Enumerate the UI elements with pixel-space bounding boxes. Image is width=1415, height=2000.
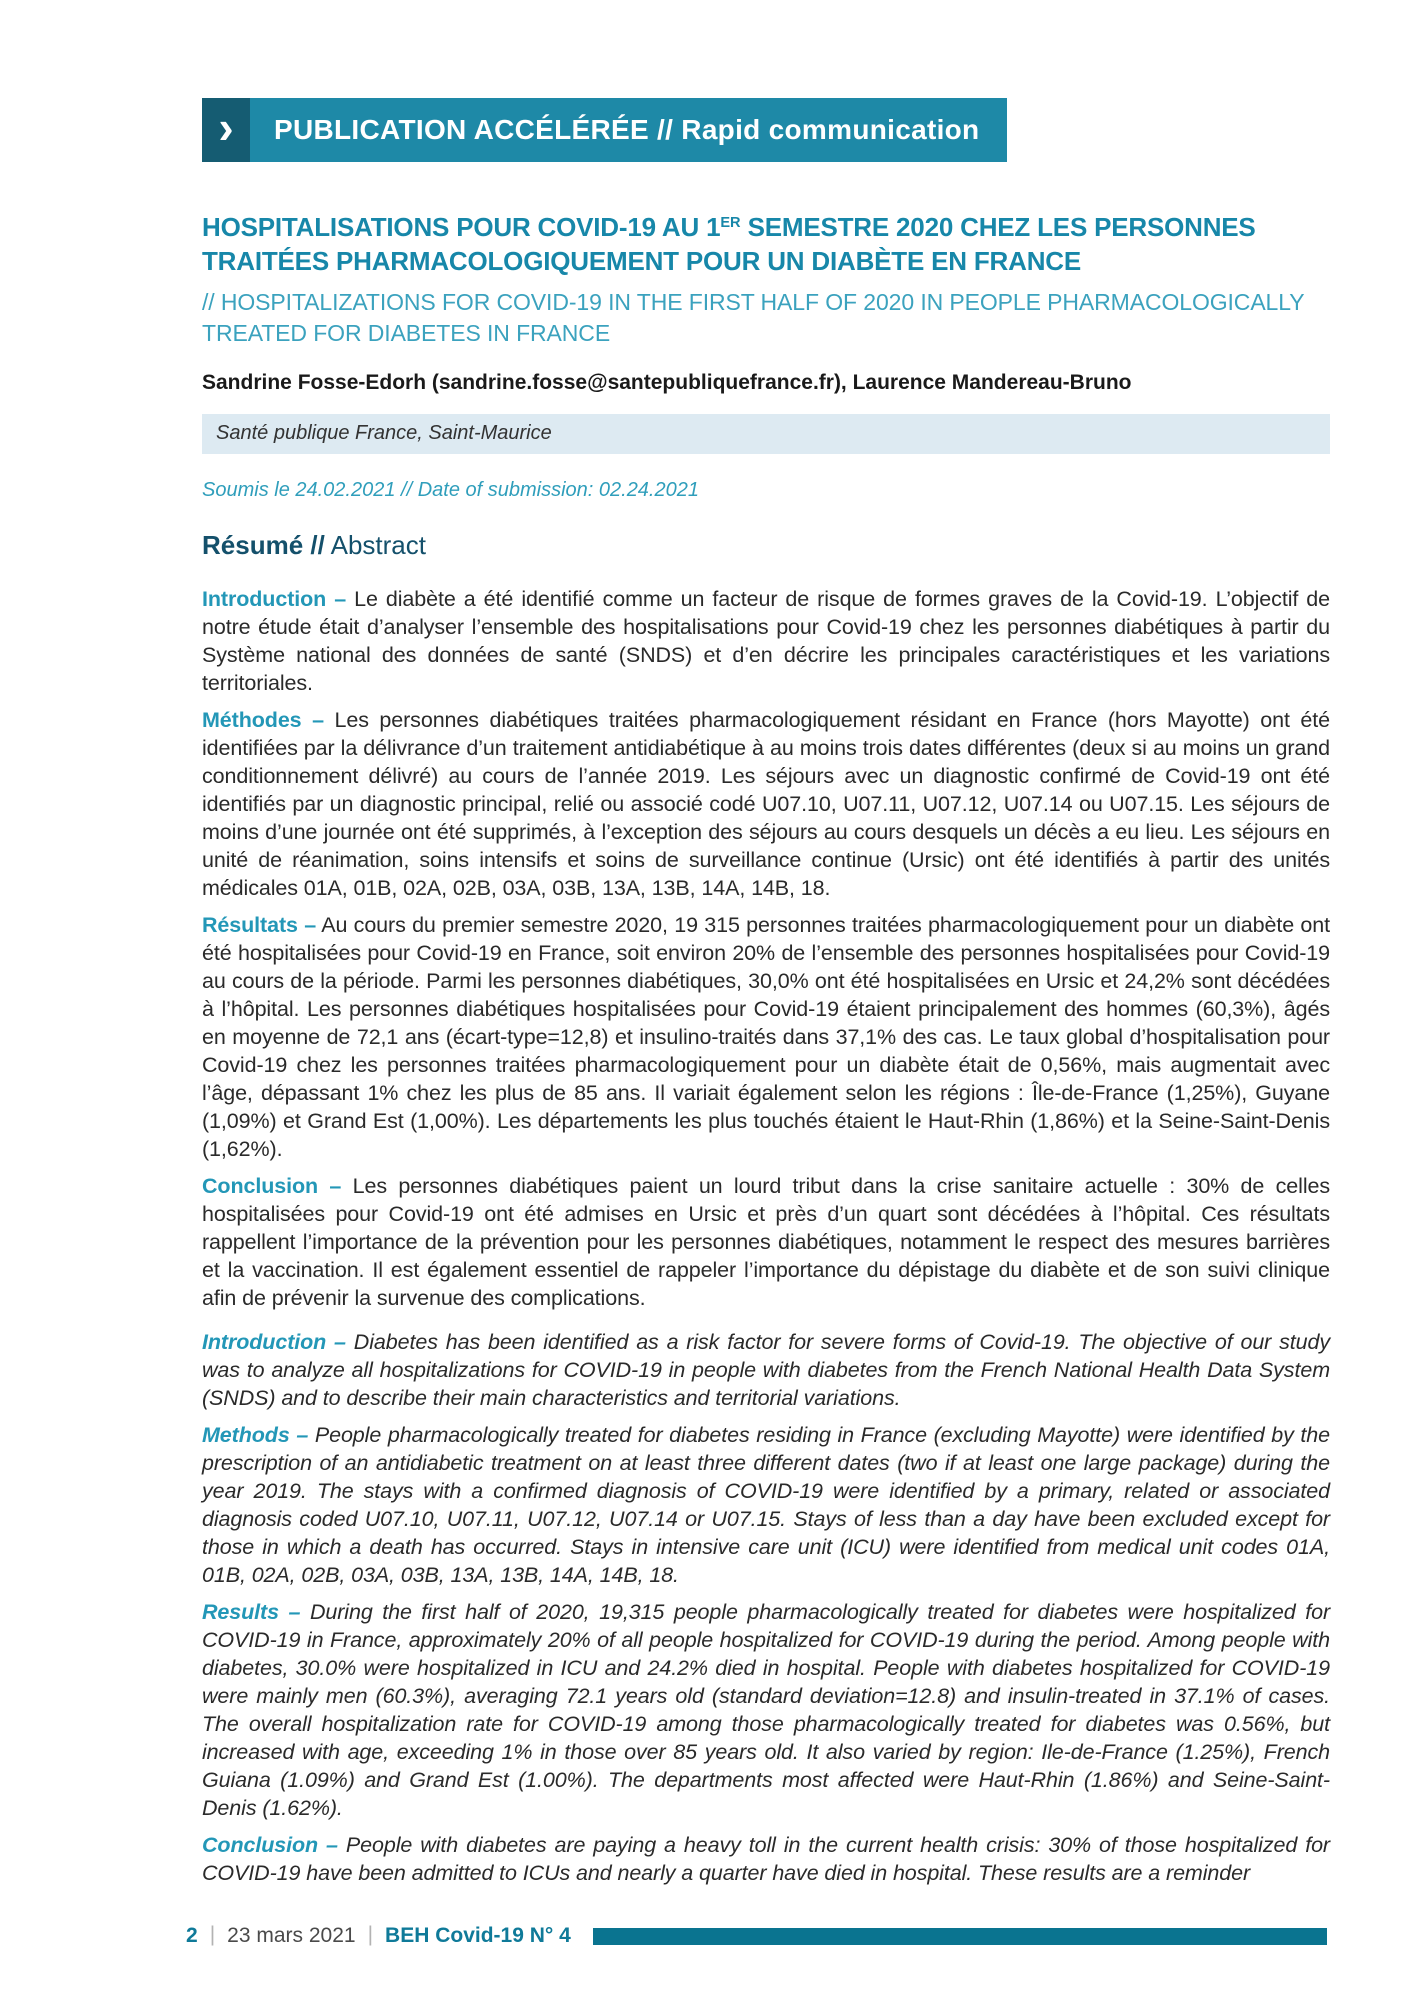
paragraph-label: Methods – [202, 1423, 309, 1447]
authors-line: Sandrine Fosse-Edorh (sandrine.fosse@santepubliquefrance.fr), Laurence Mandereau-Bruno [202, 371, 1132, 394]
paragraph-text: Les personnes diabétiques traitées pharmacologiquement résidant en France (hors Mayotte) ont été identifiées par la délivrance d’un traitement antidiabétique à au moins trois dates différentes (deux si au moins un grand conditionnement délivré) au cours de l’année 2019. Les séjours avec un diagnostic confirmé de Covid-19 ont été identifiés par un diagnostic principal, relié ou associé codé U07.10, U07.11, U07.12, U07.14 ou U07.15. Les séjours de moins d’une journée ont été supprimés, à l’exception des séjours au cours desquels un décès a eu lieu. Les séjours en unité de réanimation, soins intensifs et soins de surveillance continue (Ursic) ont été identifiés à partir des unités médicales 01A, 01B, 02A, 02B, 03A, 03B, 13A, 13B, 14A, 14B, 18. [202, 708, 1330, 900]
page-footer [186, 1924, 1327, 1948]
title-text-before-sup: HOSPITALISATIONS POUR COVID-19 AU 1 [202, 212, 721, 242]
title-text-after-sup: SEMESTRE 2020 CHEZ LES PERSONNES TRAITÉES PHARMACOLOGIQUEMENT POUR UN DIABÈTE EN FRANCE [202, 212, 1256, 276]
paragraph-label: Conclusion – [202, 1833, 338, 1857]
submission-date-line: Soumis le 24.02.2021 // Date of submission: 02.24.2021 [202, 479, 699, 501]
paragraph-text: Au cours du premier semestre 2020, 19 315 personnes traitées pharmacologiquement pour un diabète ont été hospitalisées pour Covid-19 en France, soit environ 20% de l’ensemble des personnes hospitalisées pour Covid-19 au cours de la période. Parmi les personnes diabétiques, 30,0% ont été hospitalisées en Ursic et 24,2% sont décédées à l’hôpital. Les personnes diabétiques hospitalisées pour Covid-19 étaient principalement des hommes (60,3%), âgés en moyenne de 72,1 ans (écart-type=12,8) et insulino-traités dans 37,1% des cas. Le taux global d’hospitalisation pour Covid-19 chez les personnes traitées pharmacologiquement pour un diabète était de 0,56%, mais augmentait avec l’âge, dépassant 1% chez les plus de 85 ans. Il variait également selon les régions : Île-de-France (1,25%), Guyane (1,09%) et Grand Est (1,00%). Les départements les plus touchés étaient le Haut-Rhin (1,86%) et la Seine-Saint-Denis (1,62%). [202, 913, 1330, 1161]
footer-separator: | [209, 1923, 216, 1946]
abstract-body [202, 585, 1330, 1887]
affiliation-box: Santé publique France, Saint-Maurice [202, 414, 1330, 454]
paragraph-label: Méthodes – [202, 708, 324, 732]
article-column [202, 206, 1330, 1887]
footer-date: 23 mars 2021 [227, 1924, 356, 1947]
footer-separator: | [367, 1923, 374, 1946]
abstract-paragraph-en-results [202, 1598, 1330, 1822]
abstract-paragraph-en-conclusion [202, 1831, 1330, 1887]
abstract-paragraph-en-introduction [202, 1328, 1330, 1412]
paragraph-text: Les personnes diabétiques paient un lourd tribut dans la crise sanitaire actuelle : 30% de celles hospitalisées pour Covid-19 ont été admises en Ursic et près d’un quart sont décédées à l’hôpital. Ces résultats rappellent l’importance de la prévention pour les personnes diabétiques, notamment le respect des mesures barrières et la vaccination. Il est également essentiel de rappeler l’importance du dépistage du diabète et de son suivi clinique afin de prévenir la survenue des complications. [202, 1174, 1331, 1310]
abstract-heading-fr: Résumé // [202, 530, 325, 560]
footer-issue-label: BEH Covid-19 N° 4 [385, 1924, 571, 1947]
article-title-en: // HOSPITALIZATIONS FOR COVID-19 IN THE FIRST HALF OF 2020 IN PEOPLE PHARMACOLOGICALLY TREATED FOR DIABETES IN FRANCE [202, 289, 1305, 346]
chevron-right-icon: › [218, 101, 234, 153]
page-number: 2 [186, 1924, 198, 1947]
paragraph-label: Conclusion – [202, 1174, 342, 1198]
paragraph-label: Résultats – [202, 913, 317, 937]
paragraph-text: People with diabetes are paying a heavy toll in the current health crisis: 30% of those hospitalized for COVID-19 have been admitted to ICUs and nearly a quarter have died in hospital. These results are a reminder [202, 1833, 1330, 1885]
abstract-heading [202, 530, 1330, 561]
paragraph-text: Le diabète a été identifié comme un facteur de risque de formes graves de la Covid-19. L’objectif de notre étude était d’analyser l’ensemble des hospitalisations pour Covid-19 chez les personnes diabétiques à partir du Système national des données de santé (SNDS) et d’en décrire les principales caractéristiques et les variations territoriales. [202, 587, 1330, 695]
banner-label: PUBLICATION ACCÉLÉRÉE // Rapid communication [250, 98, 1007, 162]
abstract-heading-en: Abstract [330, 530, 426, 560]
paragraph-text: Diabetes has been identified as a risk factor for severe forms of Covid-19. The objective of our study was to analyze all hospitalizations for COVID-19 in people with diabetes from the French National Health Data System (SNDS) and to describe their main characteristics and territorial variations. [202, 1330, 1331, 1410]
abstract-paragraph-en-methods [202, 1421, 1330, 1589]
abstract-paragraph-fr-introduction [202, 585, 1330, 697]
footer-decorative-bar [593, 1928, 1327, 1945]
paragraph-text: People pharmacologically treated for diabetes residing in France (excluding Mayotte) were identified by the prescription of an antidiabetic treatment on at least three different dates (two if at least one large package) during the year 2019. The stays with a confirmed diagnosis of COVID-19 were identified by a primary, related or associated diagnosis coded U07.10, U07.11, U07.12, U07.14 or U07.15. Stays of less than a day have been excluded except for those in which a death has occurred. Stays in intensive care unit (ICU) were identified from medical unit codes 01A, 01B, 02A, 02B, 03A, 03B, 13A, 13B, 14A, 14B, 18. [202, 1423, 1330, 1587]
article-title-fr [202, 206, 1330, 278]
abstract-paragraph-fr-conclusion [202, 1172, 1330, 1312]
paragraph-label: Introduction – [202, 587, 347, 611]
paragraph-label: Results – [202, 1600, 301, 1624]
abstract-paragraph-fr-methodes [202, 706, 1330, 902]
paragraph-label: Introduction – [202, 1330, 346, 1354]
chevron-box [202, 98, 250, 162]
abstract-paragraph-fr-resultats [202, 911, 1330, 1163]
paragraph-text: During the first half of 2020, 19,315 people pharmacologically treated for diabetes were hospitalized for COVID-19 in France, approximately 20% of all people hospitalized for COVID-19 during the period. Among people with diabetes, 30.0% were hospitalized in ICU and 24.2% died in hospital. People with diabetes hospitalized for COVID-19 were mainly men (60.3%), averaging 72.1 years old (standard deviation=12.8) and insulin-treated in 37.1% of cases. The overall hospitalization rate for COVID-19 among those pharmacologically treated for diabetes was 0.56%, but increased with age, exceeding 1% in those over 85 years old. It also varied by region: Ile-de-France (1.25%), French Guiana (1.09%) and Grand Est (1.00%). The departments most affected were Haut-Rhin (1.86%) and Seine-Saint-Denis (1.62%). [202, 1600, 1331, 1820]
title-superscript: ER [720, 215, 741, 231]
rapid-communication-banner [202, 98, 1007, 162]
